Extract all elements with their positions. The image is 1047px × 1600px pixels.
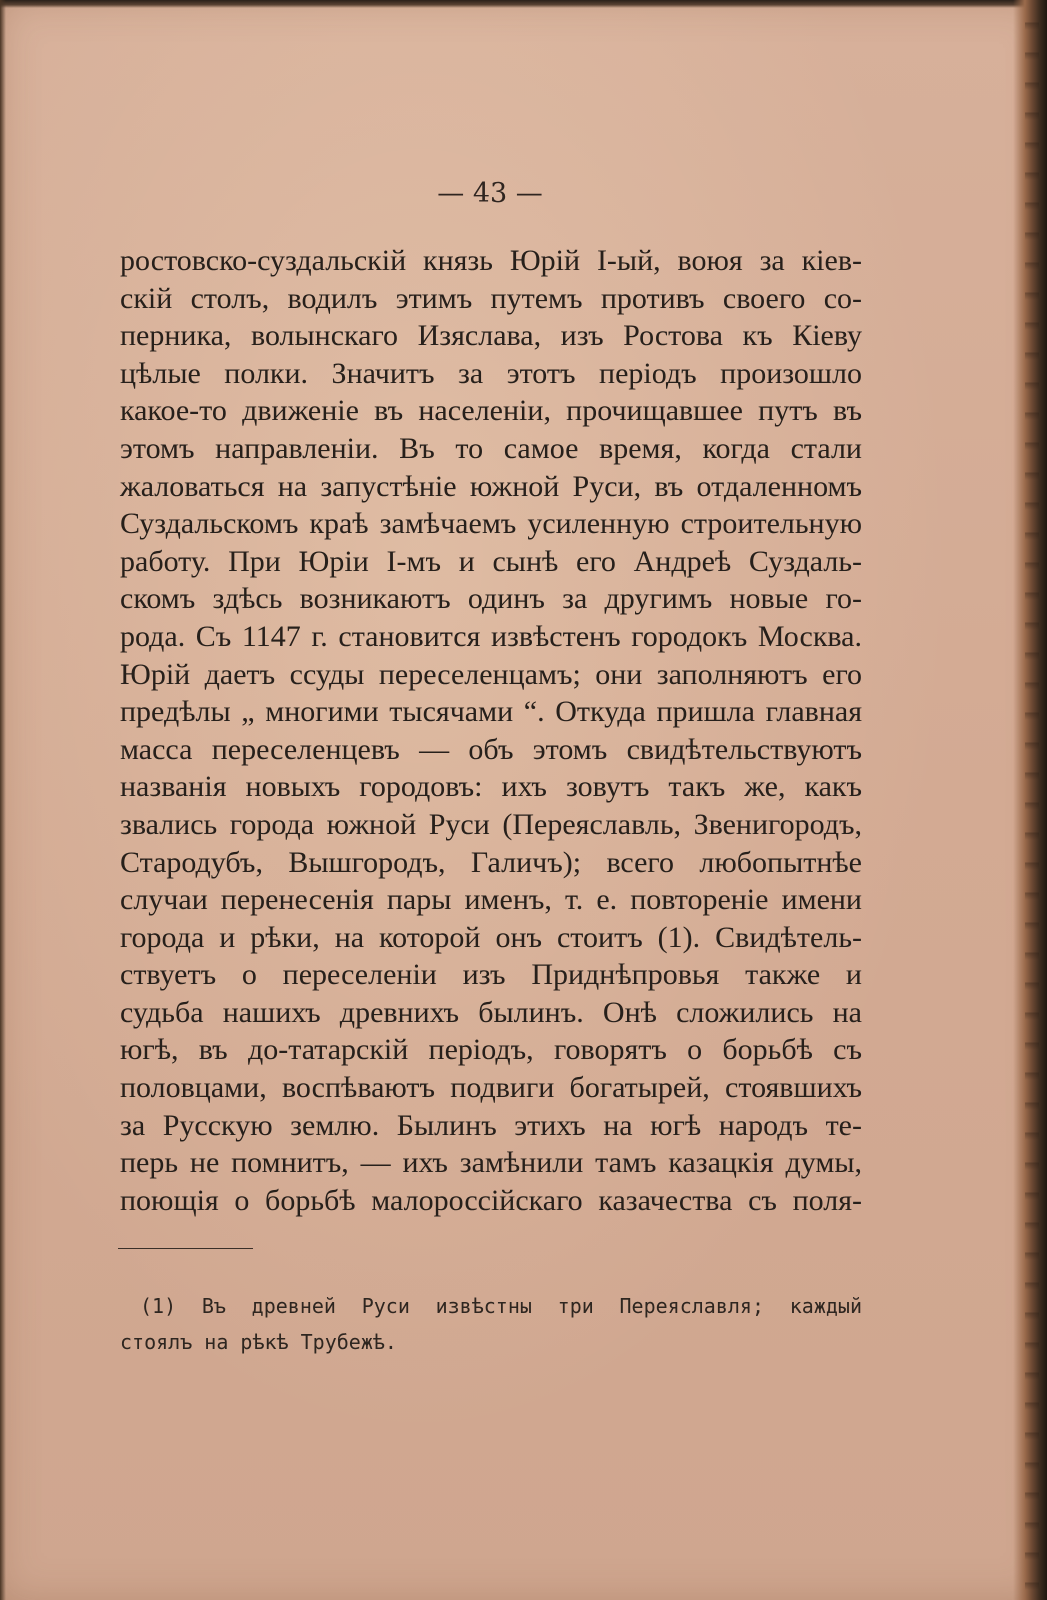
text-line: предѣлы „ многими тысячами “. Откуда пришла главная [120, 695, 862, 729]
text-line: скій столъ, водилъ этимъ путемъ противъ своего со- [120, 281, 862, 315]
text-line: города и рѣки, на которой онъ стоитъ (1). Свидѣтель- [120, 920, 862, 954]
text-line: югѣ, въ до-татарскій періодъ, говорятъ о борьбѣ съ [120, 1033, 862, 1067]
text-line: случаи перенесенія пары именъ, т. е. повтореніе имени [120, 883, 862, 917]
text-line: названія новыхъ городовъ: ихъ зовутъ такъ же, какъ [120, 770, 862, 804]
footnote [120, 1288, 862, 1360]
text-line: Суздальскомъ краѣ замѣчаемъ усиленную строительную [120, 507, 862, 541]
text-line: Стародубъ, Вышгородъ, Галичъ); всего любопытнѣе [120, 845, 862, 879]
text-line: перь не помнитъ, — ихъ замѣнили тамъ казацкія думы, [120, 1146, 862, 1180]
text-line: перника, волынскаго Изяслава, изъ Ростова къ Кіеву [120, 319, 862, 353]
page-number: — 43 — [437, 178, 543, 209]
text-line: ростовско-суздальскій князь Юрій І-ый, воюя за кіев- [120, 244, 862, 277]
text-line: рода. Съ 1147 г. становится извѣстенъ городокъ Москва. [120, 619, 862, 653]
text-line: половцами, воспѣваютъ подвиги богатырей, стоявшихъ [120, 1071, 862, 1105]
text-line: звались города южной Руси (Переяславль, Звенигородъ, [120, 807, 862, 841]
text-line: работу. При Юріи І-мъ и сынѣ его Андреѣ Суздаль- [120, 544, 862, 578]
main-text [120, 242, 862, 1219]
page-top-edge [0, 0, 1047, 8]
text-line: за Русскую землю. Былинъ этихъ на югѣ народъ те- [120, 1108, 862, 1142]
text-line: поющія о борьбѣ малороссійскаго казачества съ поля- [120, 1183, 862, 1217]
text-line: какое-то движеніе въ населеніи, прочищавшее путъ въ [120, 394, 862, 428]
text-line: судьба нашихъ древнихъ былинъ. Онѣ сложились на [120, 995, 862, 1029]
footnote-line: (1) Въ древней Руси извѣстны три Переяславля; каждый [140, 1294, 862, 1318]
text-line: этомъ направленіи. Въ то самое время, когда стали [120, 431, 862, 465]
footnote-rule [118, 1248, 253, 1249]
text-line: Юрій даетъ ссуды переселенцамъ; они заполняютъ его [120, 657, 862, 691]
text-line: скомъ здѣсь возникаютъ одинъ за другимъ новые го- [120, 582, 862, 616]
text-line: цѣлые полки. Значитъ за этотъ періодъ произошло [120, 356, 862, 390]
text-line: жаловаться на запустѣніе южной Руси, въ отдаленномъ [120, 469, 862, 503]
text-line: масса переселенцевъ — объ этомъ свидѣтельствуютъ [120, 732, 862, 766]
text-line: ствуетъ о переселеніи изъ Приднѣпровья также и [120, 958, 862, 992]
page-left-edge [0, 0, 6, 1600]
footnote-line: стоялъ на рѣкѣ Трубежѣ. [120, 1330, 397, 1354]
page-edge-wear [1025, 0, 1039, 1600]
